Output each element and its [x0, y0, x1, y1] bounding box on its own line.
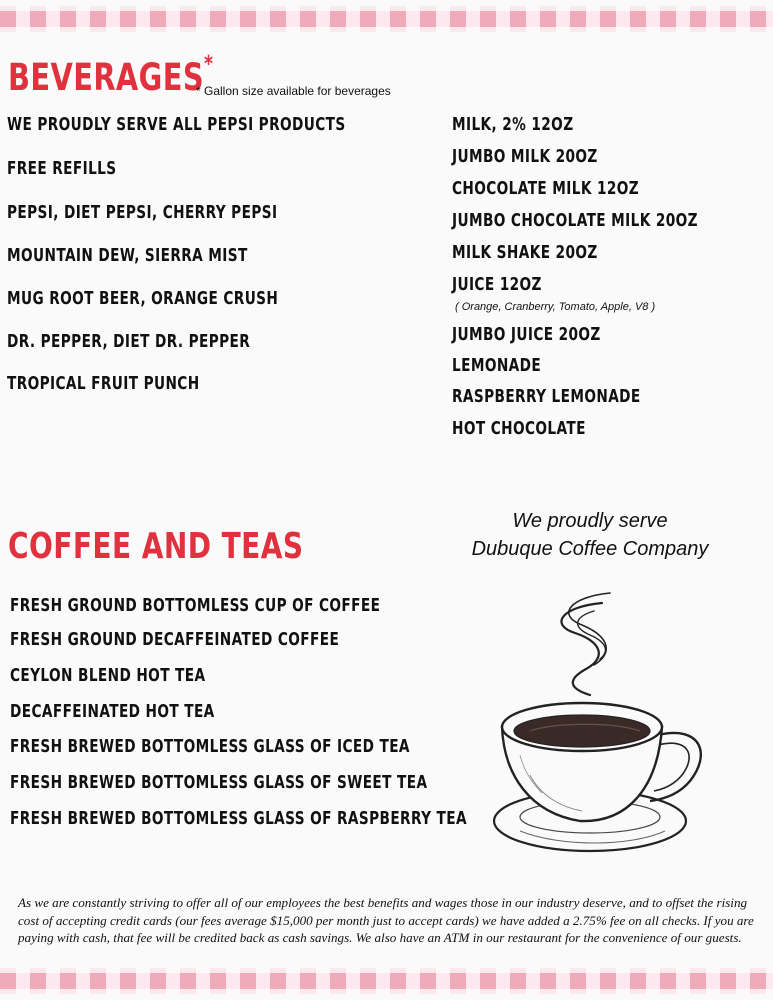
beverage-item: TROPICAL FRUIT PUNCH — [7, 373, 200, 394]
coffee-item: FRESH BREWED BOTTOMLESS GLASS OF ICED TEA — [10, 736, 410, 757]
beverages-heading — [8, 52, 214, 99]
beverage-item: RASPBERRY LEMONADE — [452, 386, 641, 407]
beverage-item: FREE REFILLS — [7, 158, 117, 179]
beverage-item: MOUNTAIN DEW, SIERRA MIST — [7, 245, 248, 266]
beverage-item: HOT CHOCOLATE — [452, 418, 586, 439]
coffee-company-note — [440, 507, 740, 563]
coffee-item: FRESH GROUND DECAFFEINATED COFFEE — [10, 629, 340, 650]
coffee-company-line2: Dubuque Coffee Company — [471, 538, 709, 560]
coffee-cup-icon — [490, 585, 710, 865]
beverage-item: WE PROUDLY SERVE ALL PEPSI PRODUCTS — [7, 114, 346, 135]
coffee-teas-heading: COFFEE AND TEAS — [8, 526, 304, 567]
coffee-item: FRESH BREWED BOTTOMLESS GLASS OF RASPBERRY TEA — [10, 808, 467, 829]
beverages-heading-asterisk: * — [204, 52, 214, 77]
beverage-item: MILK, 2% 12OZ — [452, 114, 574, 135]
coffee-item: FRESH GROUND BOTTOMLESS CUP OF COFFEE — [10, 595, 381, 616]
beverage-item: JUMBO MILK 20OZ — [452, 146, 598, 167]
juice-varieties-note: ( Orange, Cranberry, Tomato, Apple, V8 ) — [455, 301, 656, 313]
beverage-item: PEPSI, DIET PEPSI, CHERRY PEPSI — [7, 202, 278, 223]
gallon-size-note: * Gallon size available for beverages — [196, 84, 391, 98]
beverage-item: DR. PEPPER, DIET DR. PEPPER — [7, 331, 251, 352]
coffee-item: DECAFFEINATED HOT TEA — [10, 701, 215, 722]
credit-card-fee-notice: As we are constantly striving to offer all of our employees the best benefits and wages those in our industry deserve, and to offset the rising cost of accepting credit cards (our fees average $15,000 per month just to accept cards) we have added a 2.75% fee on all checks. If you are paying with cash, that fee will be credited back as cash savings. We also have an ATM in our restaurant for the convenience of our guests. — [18, 895, 754, 945]
coffee-item: FRESH BREWED BOTTOMLESS GLASS OF SWEET TEA — [10, 772, 428, 793]
beverage-item: CHOCOLATE MILK 12OZ — [452, 178, 640, 199]
beverage-item: JUICE 12OZ — [452, 274, 542, 295]
coffee-company-line1: We proudly serve — [512, 510, 668, 532]
beverage-item: JUMBO CHOCOLATE MILK 20OZ — [452, 210, 698, 231]
gingham-border-bottom — [0, 968, 773, 994]
beverage-item: JUMBO JUICE 20OZ — [452, 324, 601, 345]
gingham-border-top — [0, 6, 773, 32]
beverage-item: MUG ROOT BEER, ORANGE CRUSH — [7, 288, 279, 309]
beverage-item: LEMONADE — [452, 355, 542, 376]
beverage-item: MILK SHAKE 20OZ — [452, 242, 598, 263]
beverages-heading-text: BEVERAGES — [8, 56, 205, 99]
coffee-item: CEYLON BLEND HOT TEA — [10, 665, 206, 686]
